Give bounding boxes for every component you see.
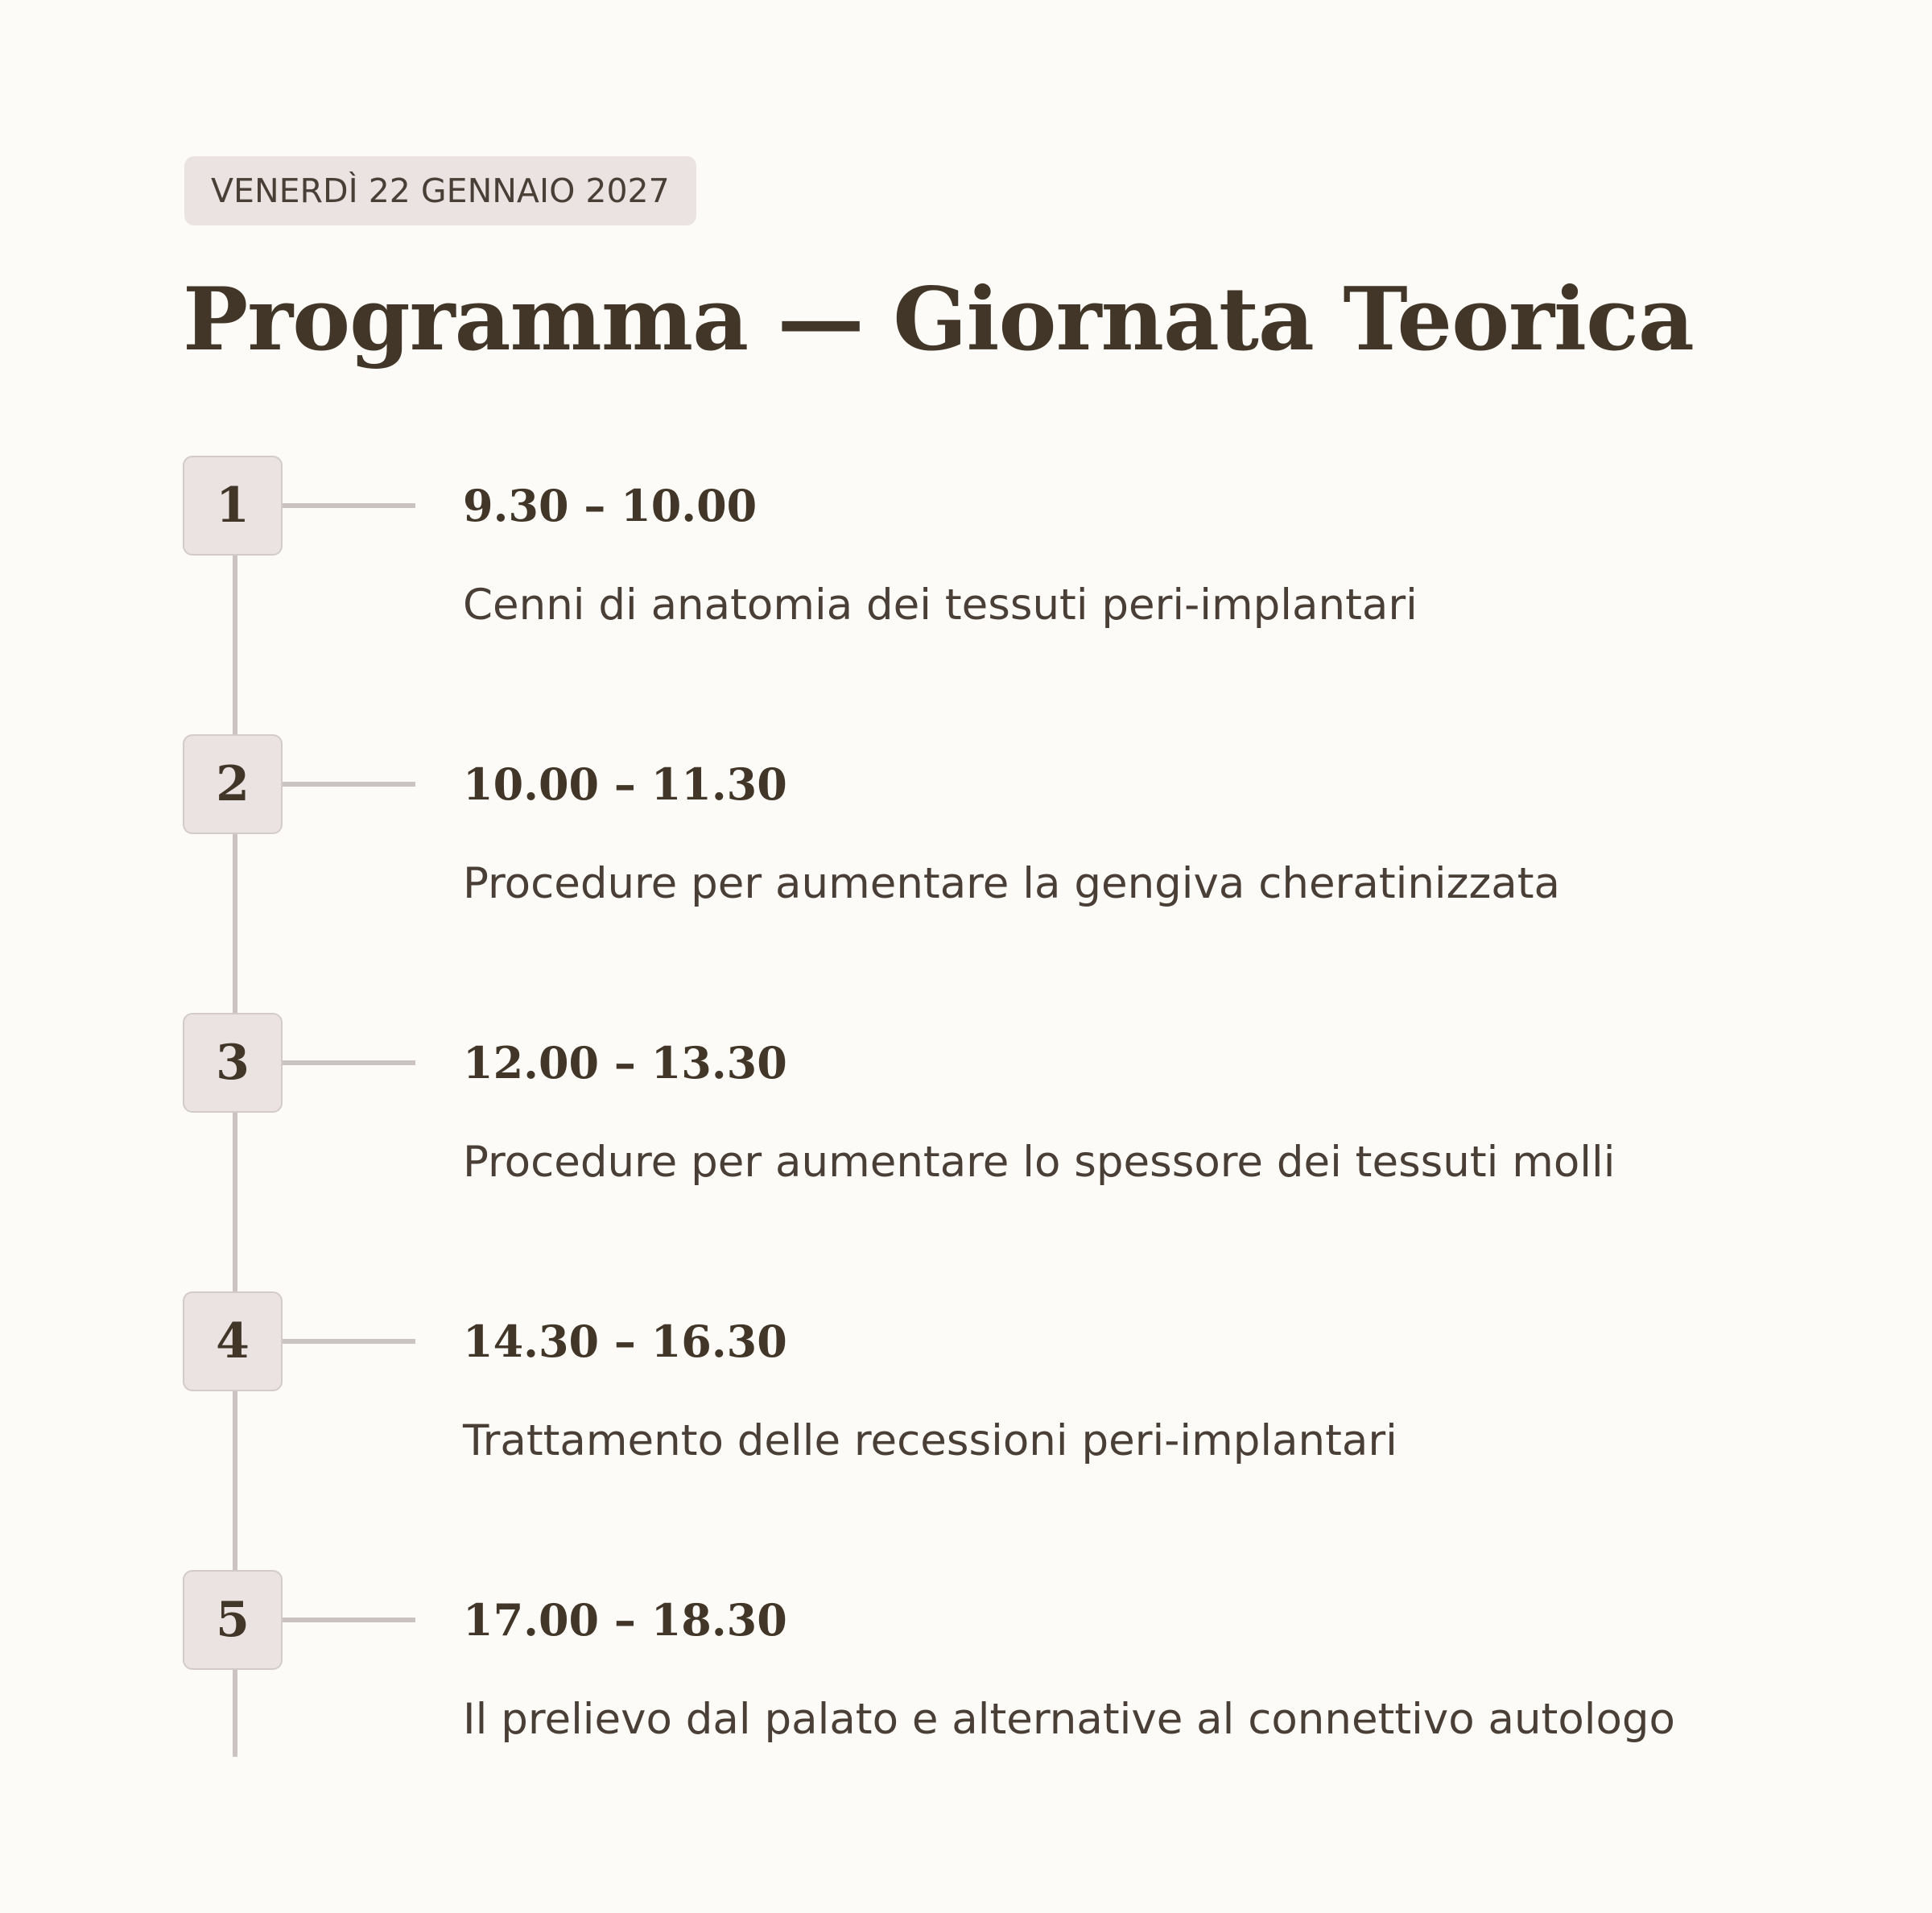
step-number-badge: 2 <box>183 734 283 834</box>
timeline-step-3 <box>0 1013 1932 1187</box>
session-time: 10.00 – 11.30 <box>463 758 787 810</box>
date-badge: VENERDÌ 22 GENNAIO 2027 <box>184 156 696 225</box>
session-topic: Trattamento delle recessioni peri-implantari <box>463 1416 1397 1465</box>
session-time: 17.00 – 18.30 <box>463 1594 787 1646</box>
timeline-step-4 <box>0 1291 1932 1465</box>
step-number-badge: 4 <box>183 1291 283 1391</box>
session-topic: Procedure per aumentare lo spessore dei tessuti molli <box>463 1138 1616 1187</box>
timeline-step-2 <box>0 734 1932 908</box>
page-title: Programma — Giornata Teorica <box>183 269 1694 370</box>
step-connector <box>283 1060 415 1065</box>
step-number-badge: 3 <box>183 1013 283 1113</box>
timeline-step-5 <box>0 1570 1932 1744</box>
step-connector <box>283 503 415 508</box>
step-connector <box>283 782 415 787</box>
step-connector <box>283 1339 415 1344</box>
session-topic: Il prelievo dal palato e alternative al connettivo autologo <box>463 1695 1675 1744</box>
session-topic: Cenni di anatomia dei tessuti peri-implantari <box>463 581 1418 630</box>
session-time: 12.00 – 13.30 <box>463 1037 787 1089</box>
step-number-badge: 5 <box>183 1570 283 1670</box>
timeline-step-1 <box>0 456 1932 630</box>
session-time: 14.30 – 16.30 <box>463 1316 787 1367</box>
step-number-badge: 1 <box>183 456 283 556</box>
session-time: 9.30 – 10.00 <box>463 480 758 531</box>
step-connector <box>283 1618 415 1622</box>
session-topic: Procedure per aumentare la gengiva cheratinizzata <box>463 859 1561 908</box>
